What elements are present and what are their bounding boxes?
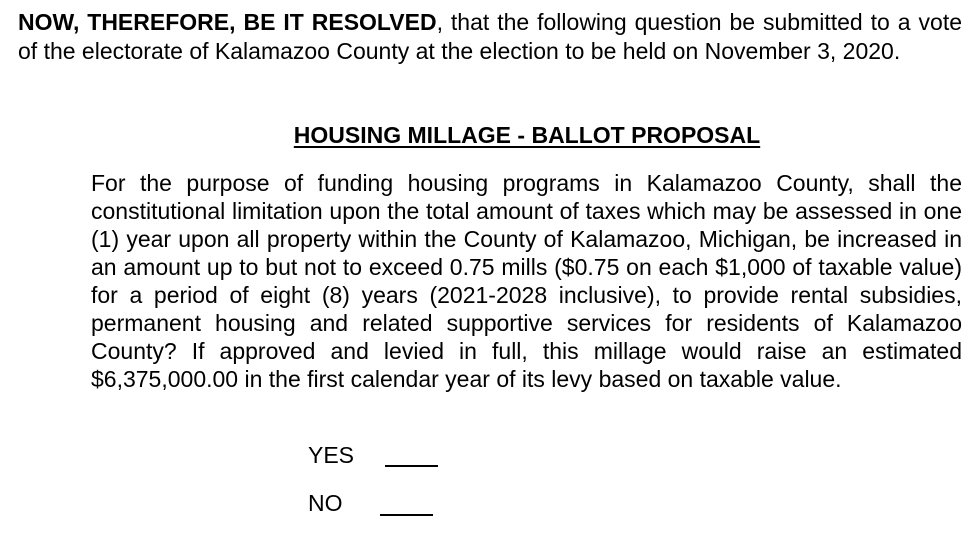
yes-label: YES <box>308 442 355 468</box>
no-label: NO <box>308 490 343 516</box>
resolution-text: , that the following question be submitted to a vote of the electorate of Kalamazoo County at the election to be held on November 3, 2020. <box>18 9 963 64</box>
resolution-lead: NOW, THEREFORE, BE IT RESOLVED <box>18 9 437 35</box>
vote-option-yes <box>308 441 354 469</box>
yes-blank-line[interactable] <box>385 465 438 467</box>
vote-option-no <box>308 489 343 517</box>
no-blank-line[interactable] <box>380 514 433 516</box>
proposal-question: For the purpose of funding housing programs in Kalamazoo County, shall the constitutional limitation upon the total amount of taxes which may be assessed in one (1) year upon all property within the County of Kalamazoo, Michigan, be increased in an amount up to but not to exceed 0.75 mills ($0.75 on each $1,000 of taxable value) for a period of eight (8) years (2021-2028 inclusive), to provide rental subsidies, permanent housing and related supportive services for residents of Kalamazoo County? If approved and levied in full, this millage would raise an estimated $6,375,000.00 in the first calendar year of its levy based on taxable value. <box>91 170 962 392</box>
resolution-paragraph <box>18 8 962 66</box>
proposal-title: HOUSING MILLAGE - BALLOT PROPOSAL <box>293 122 761 148</box>
